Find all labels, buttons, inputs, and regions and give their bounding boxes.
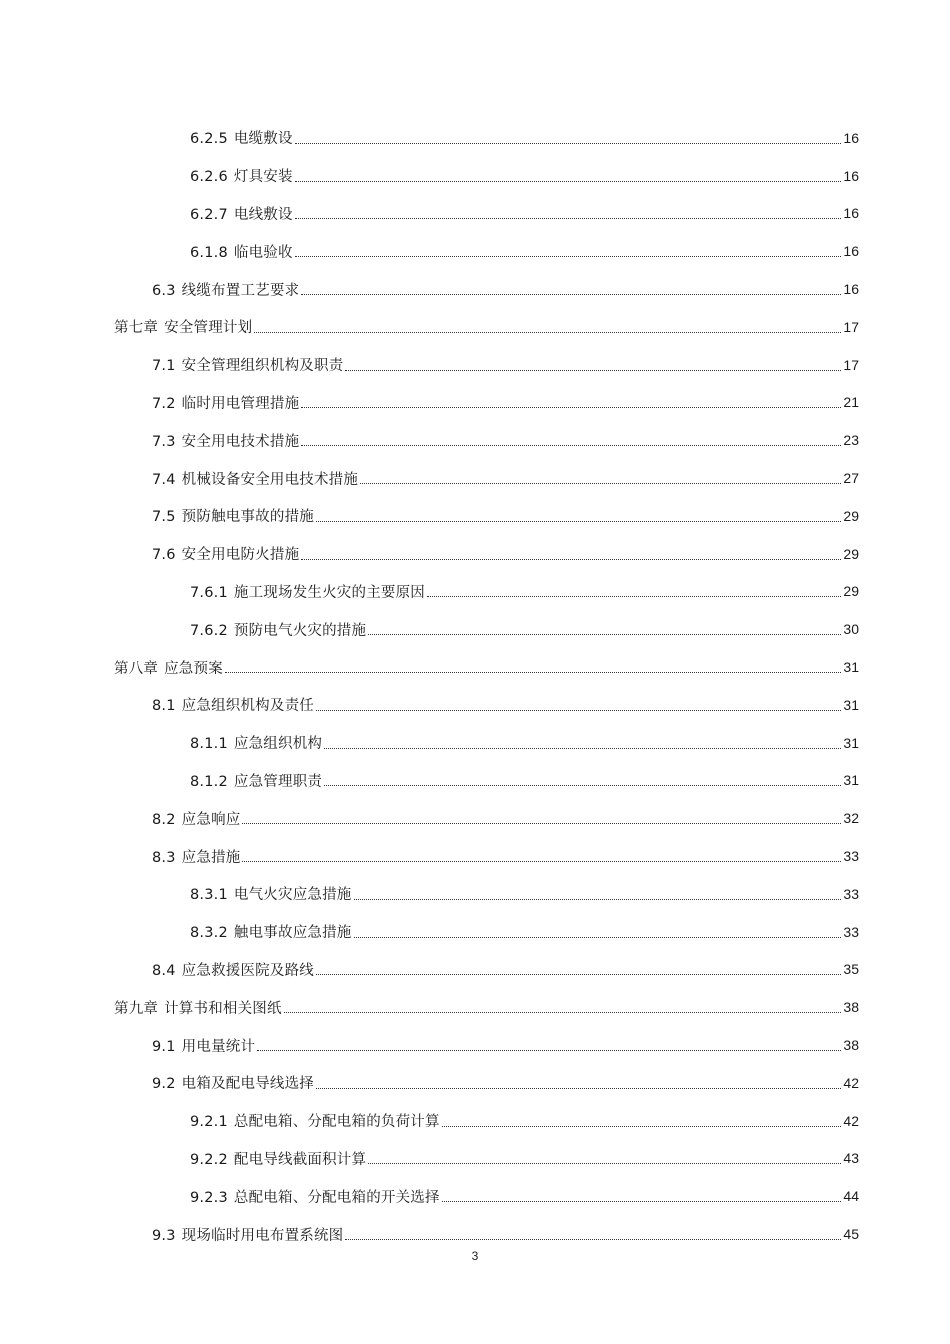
toc-entry-text: 安全用电技术措施 (181, 433, 300, 450)
toc-entry-number: 9.3 (152, 1227, 176, 1244)
toc-entry-title (152, 354, 343, 375)
toc-dot-leader (242, 860, 841, 862)
toc-entry-text: 应急预案 (164, 660, 223, 677)
toc-entry-text: 电箱及配电导线选择 (181, 1076, 314, 1093)
toc-entry-text: 电气火灾应急措施 (233, 887, 352, 904)
toc-dot-leader (301, 406, 841, 408)
toc-entry-text: 现场临时用电布置系统图 (181, 1227, 344, 1244)
toc-entry[interactable] (0, 421, 950, 459)
toc-entry[interactable] (0, 1215, 950, 1253)
toc-dot-leader (442, 1125, 842, 1127)
toc-dot-leader (242, 822, 841, 824)
toc-entry-number: 6.2.6 (190, 169, 228, 186)
toc-entry-page: 42 (843, 1112, 859, 1129)
toc-entry-text: 临时用电管理措施 (181, 395, 300, 412)
toc-entry[interactable] (0, 837, 950, 875)
toc-entry-text: 临电验收 (233, 244, 293, 261)
toc-dot-leader (295, 217, 842, 219)
toc-entry-title (190, 921, 352, 942)
toc-entry-title (152, 1224, 343, 1245)
toc-dot-leader (316, 709, 841, 711)
toc-entry-page: 30 (843, 621, 859, 638)
toc-entry-number: 8.3 (152, 849, 176, 866)
toc-dot-leader (295, 255, 842, 257)
toc-entry-page: 44 (843, 1188, 859, 1205)
toc-dot-leader (324, 784, 841, 786)
toc-entry-page: 29 (843, 583, 859, 600)
toc-entry[interactable] (0, 913, 950, 951)
toc-entry-title (152, 430, 299, 451)
toc-dot-leader (301, 444, 841, 446)
toc-entry[interactable] (0, 988, 950, 1026)
toc-entry-title (114, 316, 252, 337)
toc-dot-leader (254, 331, 841, 333)
toc-entry-title (152, 505, 314, 526)
toc-entry[interactable] (0, 1140, 950, 1178)
toc-entry-title (152, 694, 314, 715)
toc-dot-leader (324, 747, 841, 749)
toc-entry-number: 7.4 (152, 471, 176, 488)
table-of-contents (0, 119, 950, 1253)
toc-dot-leader (345, 369, 841, 371)
toc-entry-page: 32 (843, 810, 859, 827)
toc-entry[interactable] (0, 951, 950, 989)
toc-entry-title (152, 808, 240, 829)
toc-entry-title (190, 1148, 366, 1169)
toc-entry-title (152, 543, 299, 564)
toc-entry-number: 9.2 (152, 1076, 176, 1093)
toc-dot-leader (257, 1049, 841, 1051)
toc-entry-title (190, 732, 322, 753)
toc-entry[interactable] (0, 799, 950, 837)
toc-entry-number: 9.2.3 (190, 1189, 228, 1206)
toc-entry-page: 17 (843, 318, 859, 335)
toc-entry-page: 29 (843, 545, 859, 562)
toc-entry-title (190, 770, 322, 791)
toc-dot-leader (368, 633, 841, 635)
toc-entry-page: 42 (843, 1074, 859, 1091)
toc-entry-text: 施工现场发生火灾的主要原因 (233, 584, 426, 601)
toc-dot-leader (354, 898, 842, 900)
toc-entry-title (190, 1186, 440, 1207)
toc-entry-text: 电线敷设 (233, 206, 293, 223)
toc-entry[interactable] (0, 308, 950, 346)
toc-entry-title (190, 883, 352, 904)
toc-entry-text: 配电导线截面积计算 (233, 1151, 367, 1168)
toc-dot-leader (301, 558, 841, 560)
toc-entry-text: 总配电箱、分配电箱的负荷计算 (233, 1114, 440, 1131)
toc-entry-title (152, 1072, 314, 1093)
toc-entry[interactable] (0, 648, 950, 686)
toc-entry[interactable] (0, 686, 950, 724)
toc-entry-number: 6.1.8 (190, 244, 228, 261)
toc-entry-number: 7.6.2 (190, 622, 228, 639)
toc-entry-page: 16 (843, 281, 859, 298)
toc-entry[interactable] (0, 1064, 950, 1102)
toc-dot-leader (316, 973, 841, 975)
toc-entry[interactable] (0, 270, 950, 308)
toc-entry-number: 9.2.2 (190, 1151, 228, 1168)
toc-entry[interactable] (0, 724, 950, 762)
toc-entry-text: 应急响应 (181, 811, 241, 828)
toc-entry-number: 7.1 (152, 358, 176, 375)
toc-entry[interactable] (0, 232, 950, 270)
toc-entry-page: 16 (843, 167, 859, 184)
toc-entry-page: 38 (843, 1037, 859, 1054)
toc-entry-text: 应急救援医院及路线 (181, 962, 314, 979)
toc-entry[interactable] (0, 195, 950, 233)
toc-entry[interactable] (0, 119, 950, 157)
toc-entry[interactable] (0, 497, 950, 535)
toc-dot-leader (368, 1162, 841, 1164)
toc-entry-text: 应急管理职责 (233, 773, 323, 790)
toc-entry-number: 9.2.1 (190, 1114, 228, 1131)
toc-entry-number: 8.3.2 (190, 925, 228, 942)
toc-entry-number: 9.1 (152, 1038, 176, 1055)
toc-entry[interactable] (0, 875, 950, 913)
toc-entry-text: 预防电气火灾的措施 (233, 622, 367, 639)
toc-entry-text: 应急组织机构 (233, 736, 323, 753)
toc-entry-number: 8.4 (152, 962, 176, 979)
toc-entry-page: 16 (843, 243, 859, 260)
toc-dot-leader (427, 595, 841, 597)
toc-entry-title (152, 468, 358, 489)
toc-entry-text: 灯具安装 (233, 169, 293, 186)
toc-entry-title (190, 165, 293, 186)
toc-entry-title (190, 1110, 440, 1131)
toc-entry-title (114, 997, 282, 1018)
toc-entry-text: 安全用电防火措施 (181, 547, 300, 564)
toc-entry[interactable] (0, 535, 950, 573)
toc-entry[interactable] (0, 573, 950, 611)
toc-dot-leader (301, 293, 841, 295)
toc-entry-page: 21 (843, 394, 859, 411)
toc-entry-number: 第九章 (114, 1000, 159, 1017)
toc-entry-page: 31 (843, 659, 859, 676)
toc-entry-text: 应急措施 (181, 849, 241, 866)
toc-entry-text: 机械设备安全用电技术措施 (181, 471, 359, 488)
toc-entry-page: 33 (843, 885, 859, 902)
toc-entry-page: 27 (843, 470, 859, 487)
toc-entry-title (152, 279, 299, 300)
toc-entry-number: 7.2 (152, 395, 176, 412)
toc-entry-number: 6.3 (152, 282, 176, 299)
toc-entry-title (152, 392, 299, 413)
toc-entry-title (190, 581, 425, 602)
toc-entry-number: 7.3 (152, 433, 176, 450)
toc-entry[interactable] (0, 762, 950, 800)
toc-entry-number: 第七章 (114, 320, 159, 337)
toc-entry-number: 8.1 (152, 698, 176, 715)
toc-dot-leader (295, 180, 842, 182)
toc-dot-leader (354, 936, 842, 938)
toc-entry-page: 31 (843, 734, 859, 751)
toc-entry-number: 第八章 (114, 660, 159, 677)
toc-entry-text: 应急组织机构及责任 (181, 698, 314, 715)
toc-entry[interactable] (0, 459, 950, 497)
page-number: 3 (471, 1249, 479, 1263)
toc-entry-text: 安全管理计划 (164, 320, 253, 337)
toc-entry-page: 43 (843, 1150, 859, 1167)
toc-entry[interactable] (0, 1102, 950, 1140)
toc-entry-page: 31 (843, 696, 859, 713)
toc-entry-title (190, 241, 293, 262)
toc-entry-page: 31 (843, 772, 859, 789)
toc-entry-title (190, 619, 366, 640)
toc-entry-page: 16 (843, 205, 859, 222)
toc-entry-page: 38 (843, 999, 859, 1016)
toc-dot-leader (225, 671, 842, 673)
toc-dot-leader (345, 1238, 841, 1240)
toc-entry-number: 6.2.7 (190, 206, 228, 223)
toc-entry-title (152, 846, 240, 867)
toc-entry-text: 预防触电事故的措施 (181, 509, 314, 526)
toc-entry-number: 8.2 (152, 811, 176, 828)
toc-dot-leader (442, 1200, 842, 1202)
toc-entry-page: 23 (843, 432, 859, 449)
toc-entry-title (190, 127, 293, 148)
toc-entry-text: 线缆布置工艺要求 (181, 282, 300, 299)
toc-entry-text: 安全管理组织机构及职责 (181, 358, 344, 375)
toc-entry-number: 6.2.5 (190, 131, 228, 148)
toc-entry-number: 8.1.2 (190, 773, 228, 790)
toc-entry-page: 29 (843, 507, 859, 524)
toc-dot-leader (316, 1087, 841, 1089)
toc-entry[interactable] (0, 384, 950, 422)
toc-entry[interactable] (0, 346, 950, 384)
toc-entry-title (190, 203, 293, 224)
toc-entry-page: 45 (843, 1226, 859, 1242)
toc-entry-text: 计算书和相关图纸 (164, 1000, 282, 1017)
toc-dot-leader (284, 1011, 842, 1013)
toc-entry-text: 电缆敷设 (233, 131, 293, 148)
toc-entry-number: 7.5 (152, 509, 176, 526)
toc-entry-title (152, 959, 314, 980)
toc-entry-number: 8.3.1 (190, 887, 228, 904)
toc-entry-number: 7.6 (152, 547, 176, 564)
toc-dot-leader (360, 482, 841, 484)
toc-entry[interactable] (0, 610, 950, 648)
toc-entry-title (114, 657, 223, 678)
toc-entry-text: 总配电箱、分配电箱的开关选择 (233, 1189, 440, 1206)
toc-dot-leader (316, 520, 841, 522)
toc-entry-title (152, 1035, 255, 1056)
toc-entry[interactable] (0, 1026, 950, 1064)
toc-entry-text: 触电事故应急措施 (233, 925, 352, 942)
toc-entry-number: 7.6.1 (190, 584, 228, 601)
toc-entry-page: 17 (843, 356, 859, 373)
toc-entry[interactable] (0, 157, 950, 195)
toc-dot-leader (295, 142, 842, 144)
toc-entry-page: 16 (843, 129, 859, 146)
toc-entry-page: 33 (843, 848, 859, 865)
toc-entry-text: 用电量统计 (181, 1038, 256, 1055)
toc-entry-number: 8.1.1 (190, 736, 228, 753)
toc-entry[interactable] (0, 1177, 950, 1215)
toc-entry-page: 33 (843, 923, 859, 940)
toc-entry-page: 35 (843, 961, 859, 978)
